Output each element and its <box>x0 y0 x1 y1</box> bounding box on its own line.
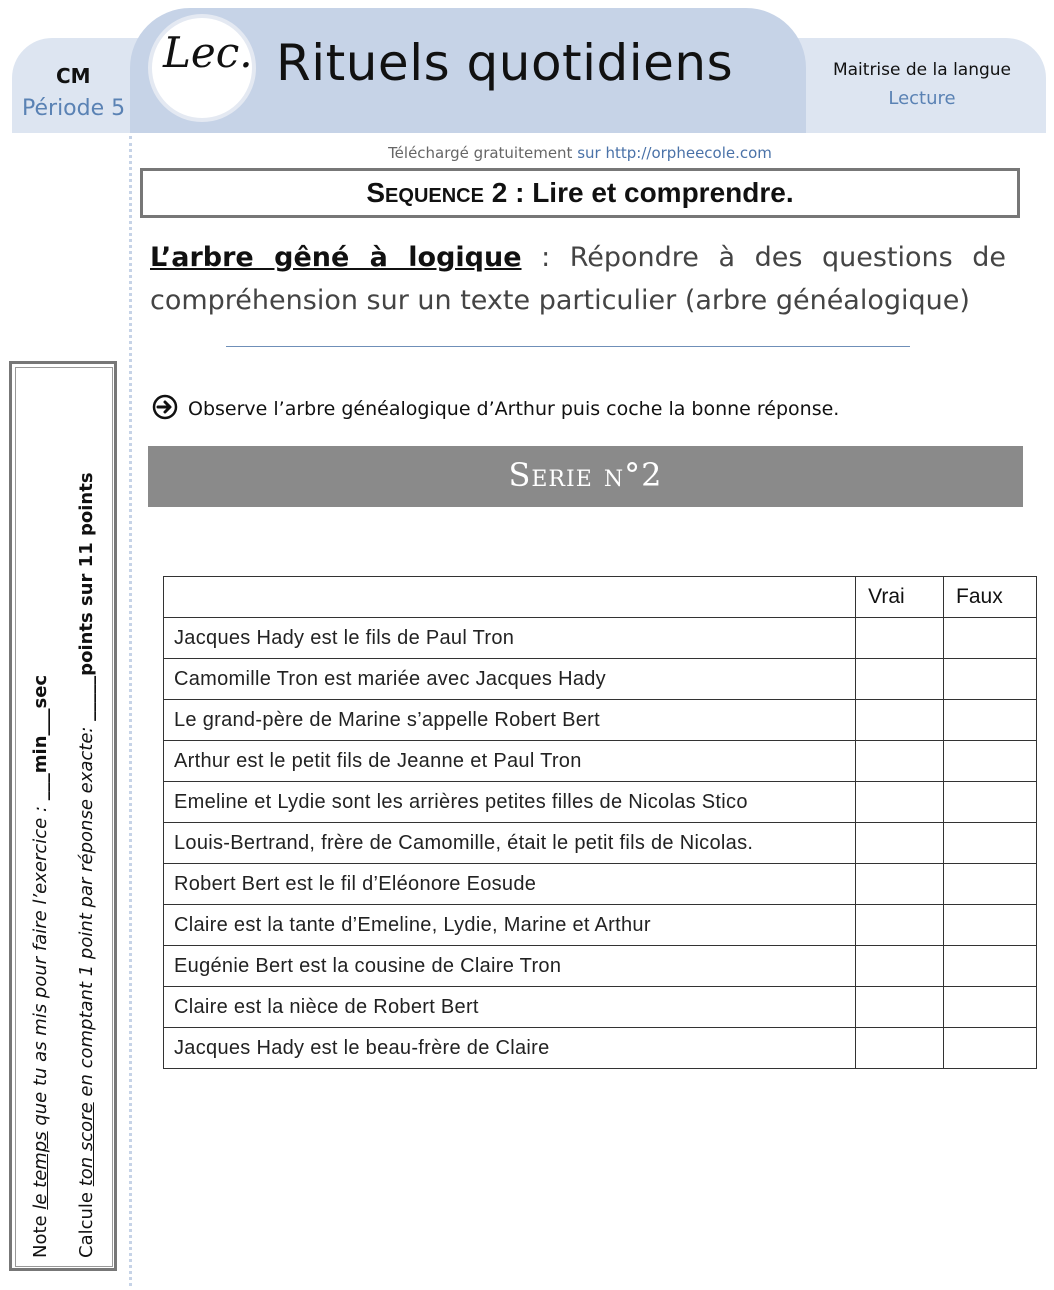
faux-checkbox[interactable] <box>944 946 1037 987</box>
credit-prefix: Téléchargé gratuitement <box>388 144 573 162</box>
question-text: Emeline et Lydie sont les arrières petites filles de Nicolas Stico <box>164 782 856 823</box>
score-note <box>76 472 97 1258</box>
faux-checkbox[interactable] <box>944 741 1037 782</box>
vrai-checkbox[interactable] <box>856 782 944 823</box>
sequence-title: : Lire et comprendre. <box>507 177 794 208</box>
instruction-text: Observe l’arbre généalogique d’Arthur puis coche la bonne réponse. <box>188 398 840 420</box>
level-label: CM <box>56 64 91 88</box>
exercise-title: L’arbre gêné à logique <box>150 242 522 273</box>
question-text: Camomille Tron est mariée avec Jacques Hady <box>164 659 856 700</box>
table-row <box>164 659 1037 700</box>
score-note-b: ton score <box>76 1102 97 1187</box>
table-row <box>164 700 1037 741</box>
table-row <box>164 864 1037 905</box>
faux-checkbox[interactable] <box>944 782 1037 823</box>
faux-checkbox[interactable] <box>944 905 1037 946</box>
vrai-checkbox[interactable] <box>856 700 944 741</box>
header-question <box>164 577 856 618</box>
page-title: Rituels quotidiens <box>276 34 734 92</box>
question-text: Claire est la tante d’Emeline, Lydie, Marine et Arthur <box>164 905 856 946</box>
time-note <box>30 675 51 1258</box>
period-label: Période 5 <box>22 96 126 121</box>
question-text: Eugénie Bert est la cousine de Claire Tron <box>164 946 856 987</box>
series-banner: Serie n°2 <box>148 446 1023 507</box>
table-row <box>164 782 1037 823</box>
divider <box>226 346 910 347</box>
table-row <box>164 618 1037 659</box>
time-note-field[interactable]: ___min___sec <box>30 674 51 801</box>
table-row <box>164 987 1037 1028</box>
exercise-intro <box>150 236 1006 322</box>
faux-checkbox[interactable] <box>944 823 1037 864</box>
time-note-b: le temps <box>30 1131 51 1210</box>
question-text: Le grand-père de Marine s’appelle Robert Bert <box>164 700 856 741</box>
table-row <box>164 823 1037 864</box>
vrai-checkbox[interactable] <box>856 659 944 700</box>
score-note-c: en comptant 1 point par réponse exacte: <box>76 720 97 1103</box>
exercise-description: : Répondre à des questions de compréhension sur un texte particulier (arbre généalogique) <box>150 242 1006 316</box>
table-row <box>164 946 1037 987</box>
vrai-checkbox[interactable] <box>856 905 944 946</box>
score-note-field[interactable]: _____points sur 11 points <box>76 472 97 721</box>
questions-table <box>163 576 1037 1069</box>
question-text: Jacques Hady est le fils de Paul Tron <box>164 618 856 659</box>
vrai-checkbox[interactable] <box>856 618 944 659</box>
logo-text: Lec. <box>163 28 253 77</box>
header-vrai: Vrai <box>856 577 944 618</box>
table-header-row <box>164 577 1037 618</box>
table-row <box>164 905 1037 946</box>
vrai-checkbox[interactable] <box>856 864 944 905</box>
score-note-a: Calcule <box>76 1186 97 1258</box>
question-text: Robert Bert est le fil d’Eléonore Eosude <box>164 864 856 905</box>
question-text: Claire est la nièce de Robert Bert <box>164 987 856 1028</box>
question-text: Arthur est le petit fils de Jeanne et Paul Tron <box>164 741 856 782</box>
header-faux: Faux <box>944 577 1037 618</box>
vrai-checkbox[interactable] <box>856 1028 944 1069</box>
sequence-box <box>140 168 1020 218</box>
question-text: Jacques Hady est le beau-frère de Claire <box>164 1028 856 1069</box>
subject-sub-label: Lecture <box>888 88 956 109</box>
download-credit <box>140 144 1020 162</box>
table-row <box>164 1028 1037 1069</box>
question-text: Louis-Bertrand, frère de Camomille, était le petit fils de Nicolas. <box>164 823 856 864</box>
time-note-a: Note <box>30 1209 51 1258</box>
faux-checkbox[interactable] <box>944 618 1037 659</box>
faux-checkbox[interactable] <box>944 864 1037 905</box>
table-row <box>164 741 1037 782</box>
vrai-checkbox[interactable] <box>856 946 944 987</box>
vrai-checkbox[interactable] <box>856 823 944 864</box>
header-right-tab <box>790 38 1046 133</box>
subject-label: Maitrise de la langue <box>832 60 1012 80</box>
credit-url-link[interactable]: http://orpheecole.com <box>605 144 772 162</box>
faux-checkbox[interactable] <box>944 1028 1037 1069</box>
arrow-right-circle-icon <box>152 394 178 420</box>
faux-checkbox[interactable] <box>944 700 1037 741</box>
vrai-checkbox[interactable] <box>856 987 944 1028</box>
time-note-c: que tu as mis pour faire l’exercice : <box>30 800 51 1132</box>
faux-checkbox[interactable] <box>944 659 1037 700</box>
credit-sur: sur <box>577 144 601 162</box>
vrai-checkbox[interactable] <box>856 741 944 782</box>
sequence-label: Sequence 2 <box>366 177 508 208</box>
dotted-separator <box>129 136 132 1286</box>
faux-checkbox[interactable] <box>944 987 1037 1028</box>
instruction <box>152 394 839 420</box>
